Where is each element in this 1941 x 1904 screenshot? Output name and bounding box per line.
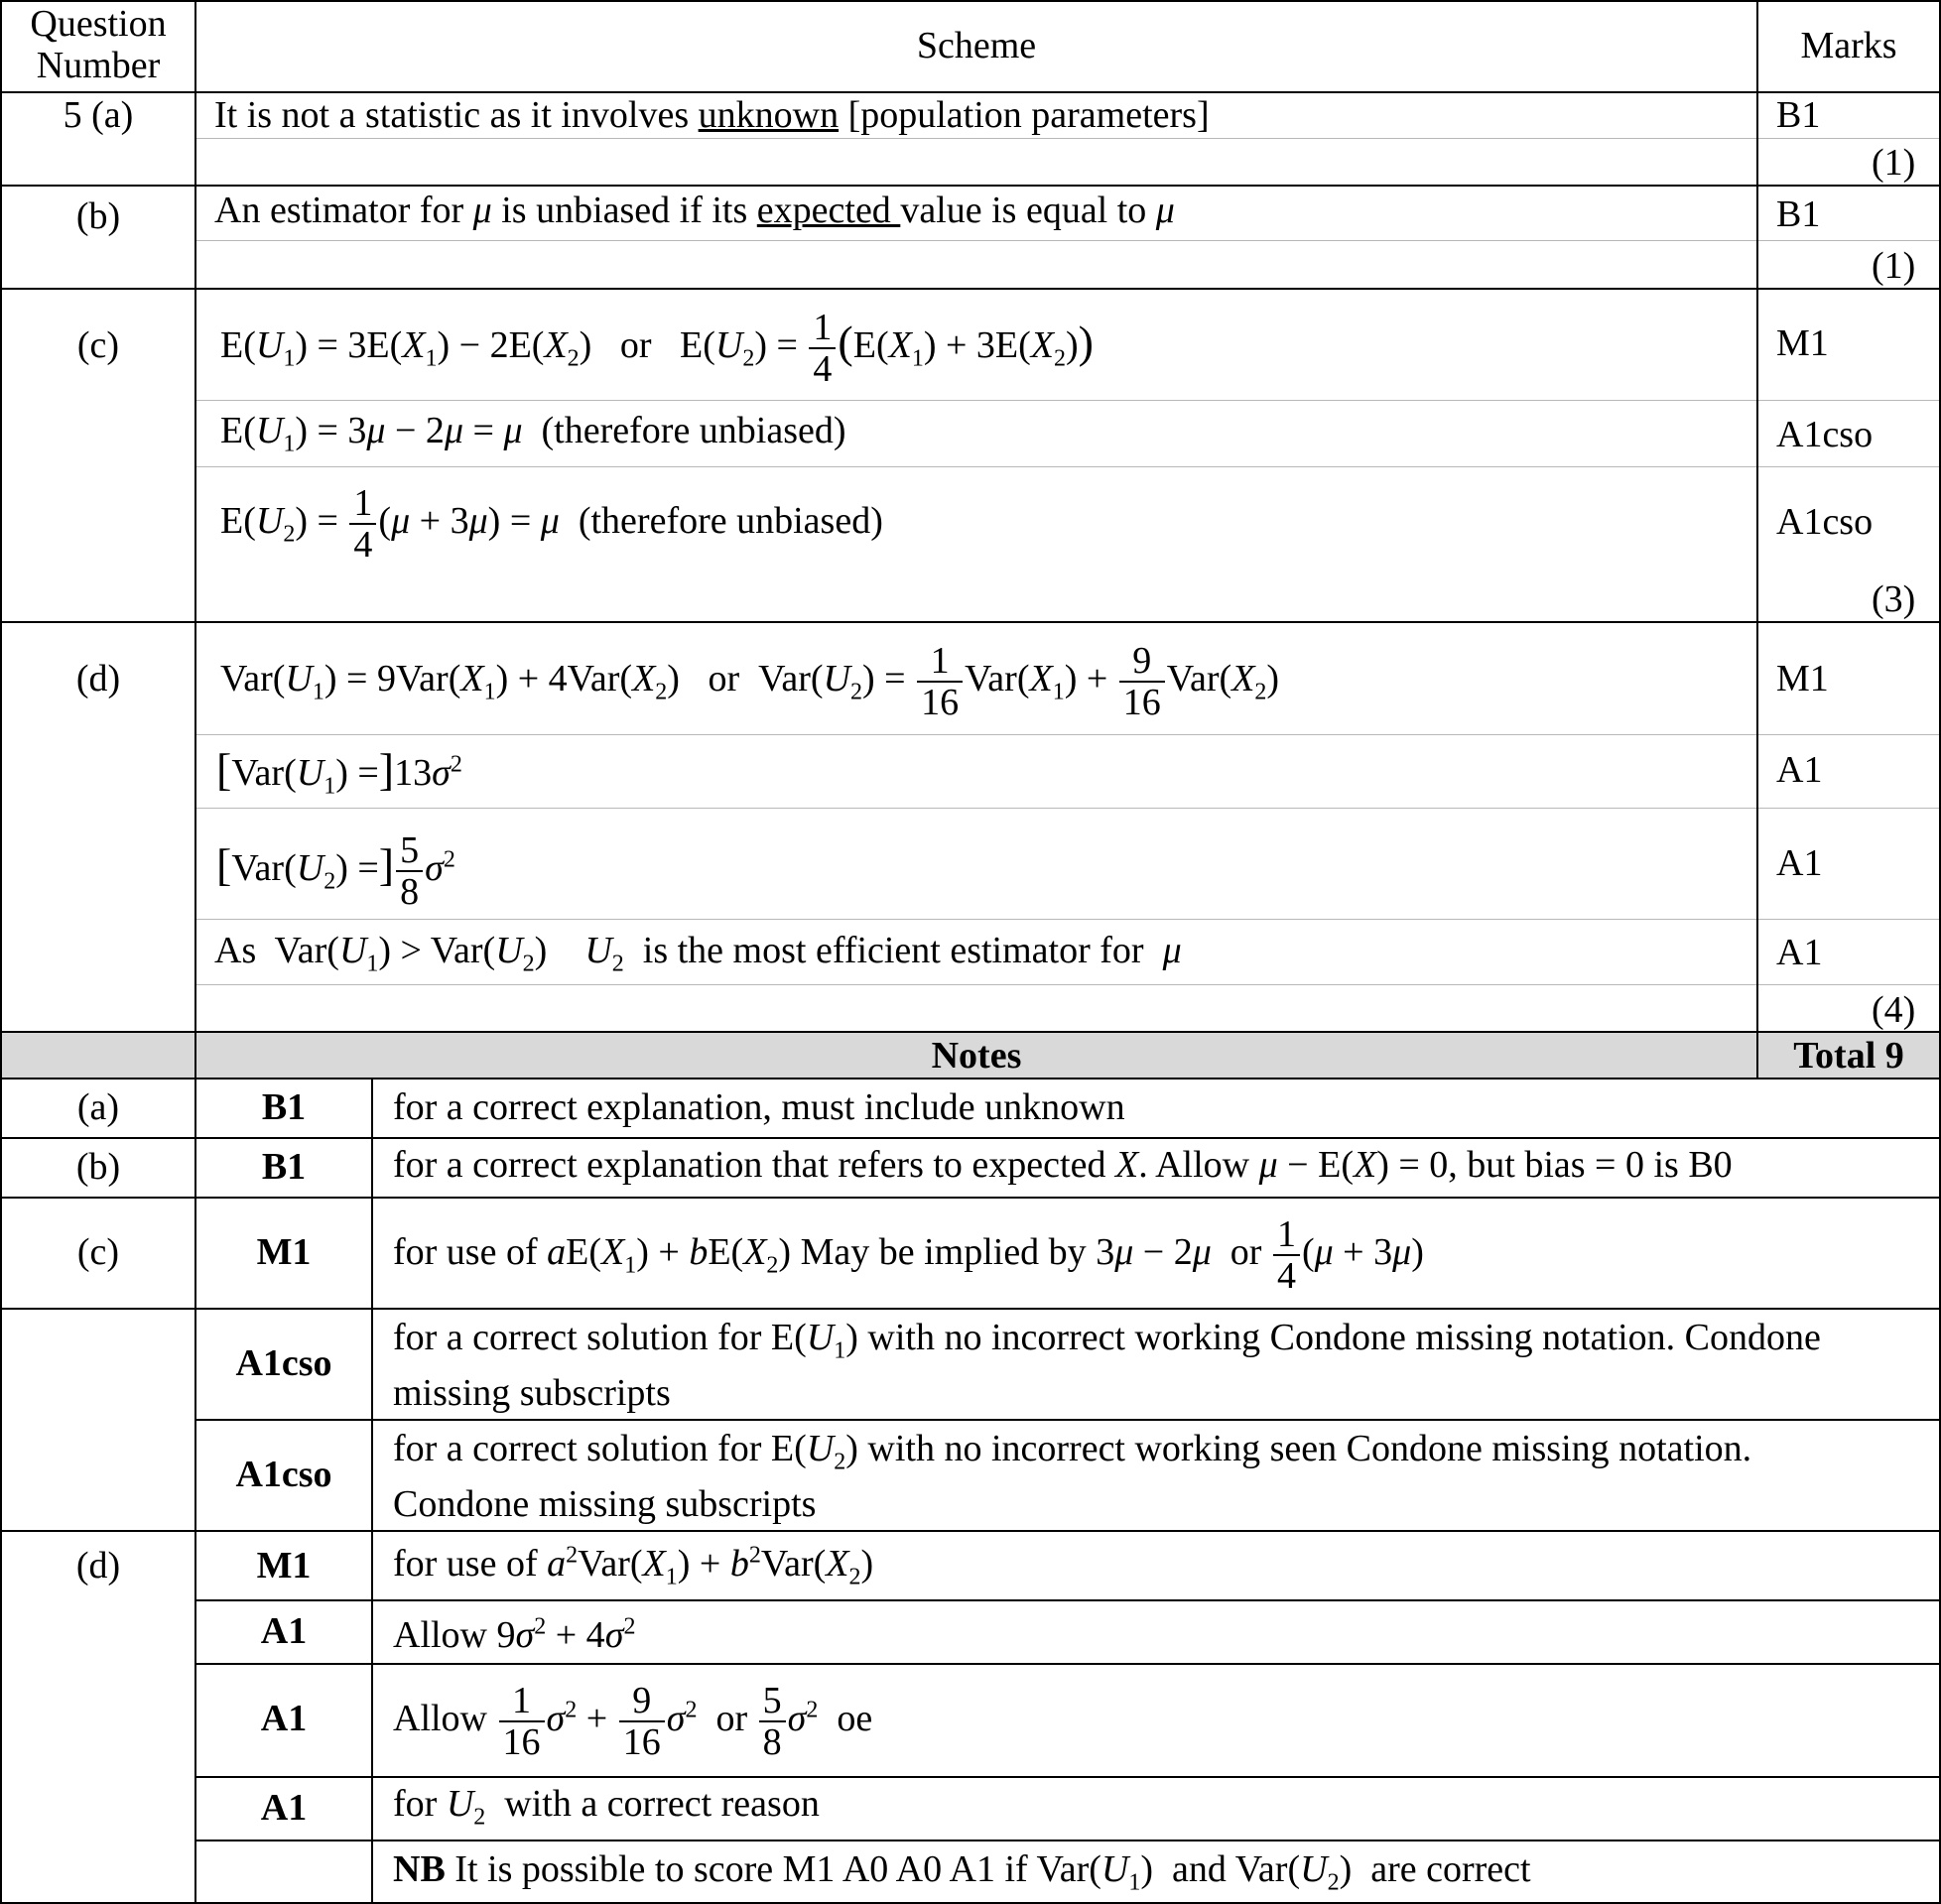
notes-title: Notes xyxy=(931,1035,1022,1077)
part-label: (c) xyxy=(76,324,120,366)
formula-line-3: [$Var(U_2)$ =] $\frac{5}{8}$ $\sigma^2$ xyxy=(216,829,455,914)
note-mark: A1cso xyxy=(235,1342,332,1384)
mark: B1 xyxy=(1776,193,1821,235)
mark: M1 xyxy=(1776,658,1829,699)
scheme-text: It is not a statistic as it involves unknown [population parameters] xyxy=(214,94,1210,136)
note-text: Allow $9\sigma^2 + 4\sigma^2$ xyxy=(393,1613,636,1656)
note-text: for a correct solution for $E(U_2)$ with no incorrect working seen Condone missing notation. Condone missing subscripts xyxy=(393,1428,1752,1525)
note-text: for a correct solution for $E(U_1)$ with no incorrect working Condone missing notation. Condone missing subscripts xyxy=(393,1317,1821,1414)
formula-line-1: $E(U_1) = 3E(X_1) - 2E(X_2)$ or $E(U_2)$ = $\frac{1}{4}$ $(E(X_1) + 3E(X_2))$ xyxy=(220,307,1094,391)
total-marks: Total 9 xyxy=(1793,1035,1904,1077)
mark: A1 xyxy=(1776,932,1823,973)
note-text: for a correct explanation, must include unknown xyxy=(393,1086,1125,1128)
question-number-header: Question Number xyxy=(30,3,167,86)
mark: A1cso xyxy=(1776,414,1874,455)
formula-line-4: As $Var(U_1) > Var(U_2)$ $U_2$ is the most efficient estimator for μ xyxy=(214,930,1182,977)
note-part: (c) xyxy=(76,1231,120,1273)
note-mark: B1 xyxy=(261,1146,307,1188)
part-label: 5 (a) xyxy=(63,94,134,136)
note-text: NB It is possible to score M1 A0 A0 A1 if $Var(U_1)$ and $Var(U_2)$ are correct xyxy=(393,1848,1531,1896)
scheme-text: An estimator for μ is unbiased if its expected value is equal to μ xyxy=(214,190,1175,231)
note-mark: B1 xyxy=(261,1086,307,1128)
subtotal: (4) xyxy=(1872,989,1916,1031)
note-mark: A1 xyxy=(260,1787,308,1829)
part-label: (d) xyxy=(75,658,121,699)
note-part: (d) xyxy=(75,1545,121,1587)
note-part: (a) xyxy=(76,1086,120,1128)
note-text: for use of $a^2Var(X_1) + b^2Var(X_2)$ xyxy=(393,1542,874,1590)
mark: M1 xyxy=(1776,322,1829,364)
mark: A1 xyxy=(1776,842,1823,884)
formula-line-2: $E(U_1) = 3\mu - 2\mu = \mu$ (therefore unbiased) xyxy=(220,410,846,457)
note-text: for $U_2$ with a correct reason xyxy=(393,1783,820,1831)
note-text: for use of $aE(X_1) + bE(X_2)$ May be implied by 3μ − 2μ or $\frac{1}{4}$ (μ + 3μ) xyxy=(393,1213,1424,1298)
mark: A1 xyxy=(1776,749,1823,791)
formula-line-2: $[Var(U_1) =]13\sigma^2$ xyxy=(216,744,462,800)
subtotal: (1) xyxy=(1872,245,1916,287)
subtotal: (3) xyxy=(1872,578,1916,620)
marks-header: Marks xyxy=(1800,25,1897,66)
formula-line-3: $E(U_2)$ = $\frac{1}{4}$ (μ + 3μ) = μ (therefore unbiased) xyxy=(220,482,883,567)
note-mark: A1 xyxy=(260,1698,308,1739)
note-mark: M1 xyxy=(256,1231,312,1273)
note-mark: A1 xyxy=(260,1610,308,1652)
note-part: (b) xyxy=(75,1146,121,1188)
note-text: for a correct explanation that refers to expected X. Allow μ − E(X) = 0, but bias = 0 is B0 xyxy=(393,1144,1733,1186)
scheme-header: Scheme xyxy=(916,25,1037,66)
subtotal: (1) xyxy=(1872,142,1916,184)
part-label: (b) xyxy=(75,195,121,237)
note-text: Allow $\frac{1}{16}$ $\sigma^2$ + $\frac{9}{16}$ $\sigma^2$ or $\frac{5}{8}$ $\sigma^2$ oe xyxy=(393,1680,873,1764)
mark: B1 xyxy=(1776,94,1821,136)
formula-line-1: $Var(U_1) = 9Var(X_1) + 4Var(X_2)$ or $Var(U_2)$ = $\frac{1}{16}$ $Var(X_1)$ + $\frac{9}{16}$ $Var(X_2)$ xyxy=(220,640,1280,724)
note-mark: A1cso xyxy=(235,1454,332,1495)
note-mark: M1 xyxy=(256,1545,312,1587)
mark: A1cso xyxy=(1776,501,1874,543)
